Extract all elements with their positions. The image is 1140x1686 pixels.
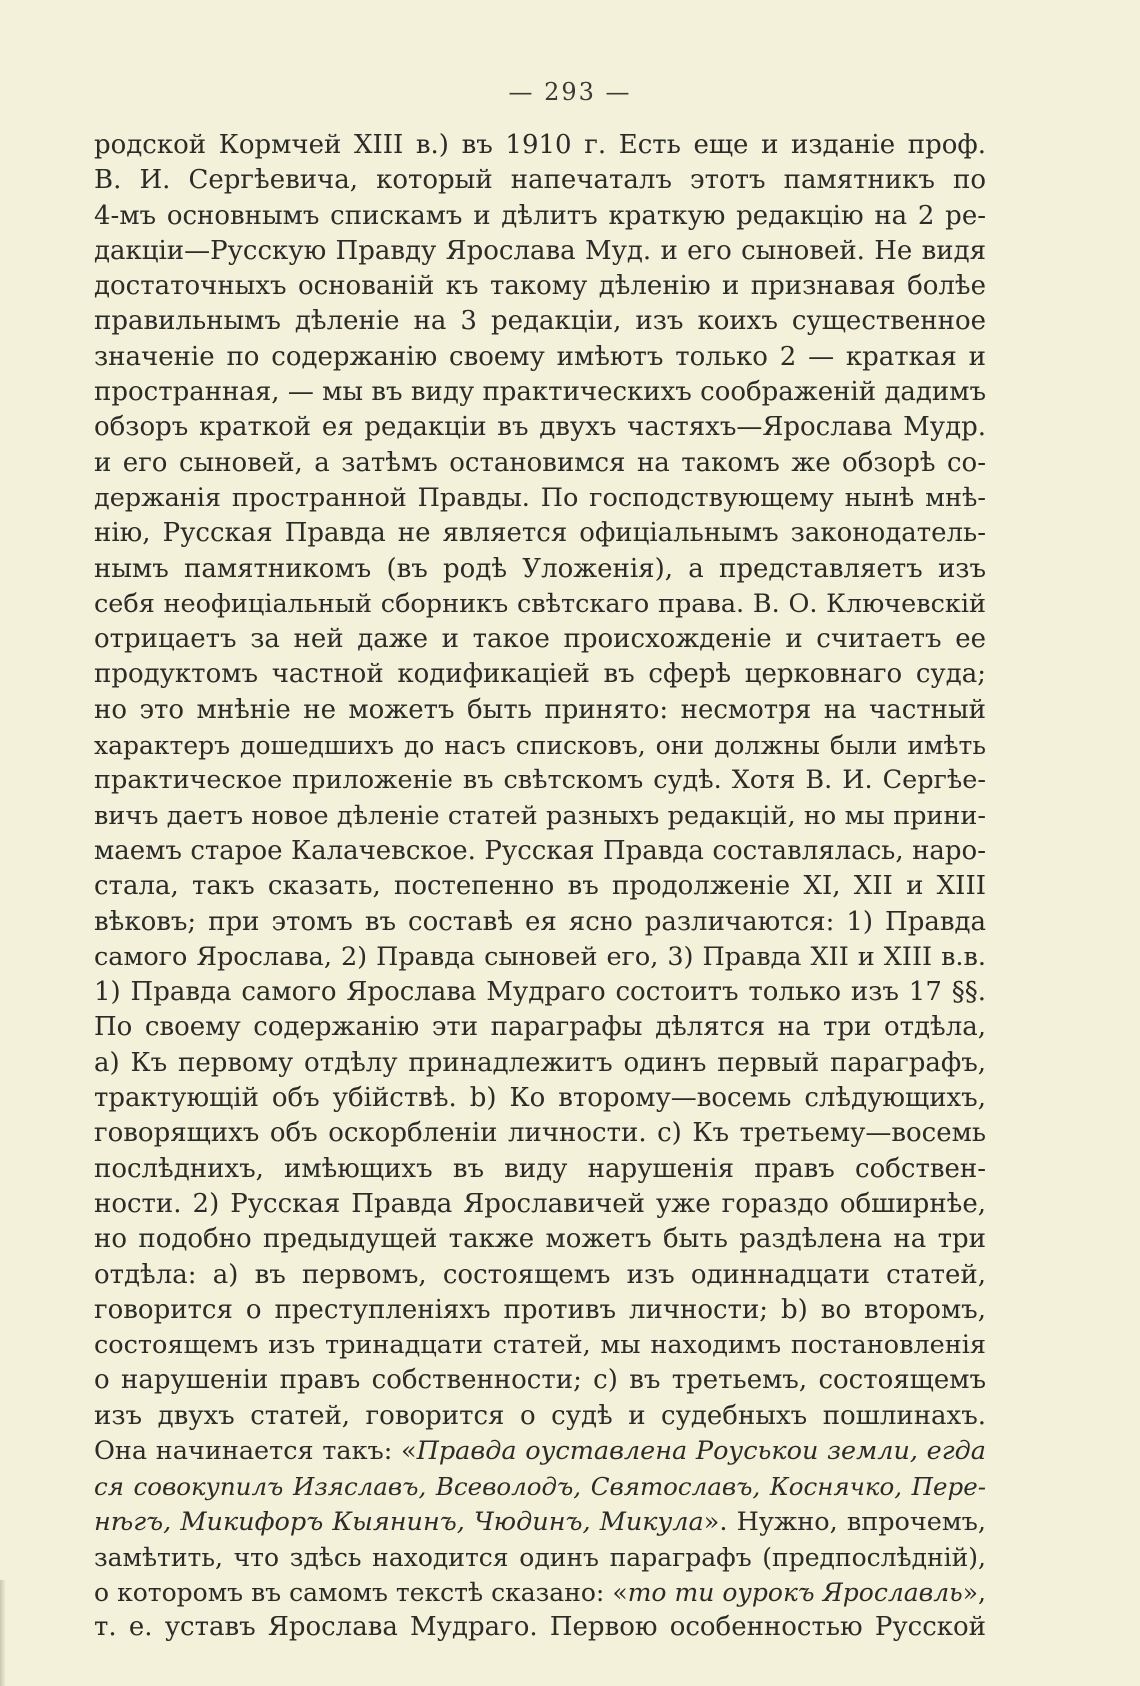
text-line: продуктомъ частной кодификаціей въ сферѣ церковнаго суда; (94, 659, 986, 690)
text-line: стала, такъ сказать, постепенно въ продолженіе XI, XII и XIII (94, 871, 986, 902)
text-line: практическое приложеніе въ свѣтскомъ судѣ. Хотя В. И. Сергѣе- (94, 765, 986, 796)
text-line: но подобно предыдущей также можетъ быть раздѣлена на три (94, 1224, 986, 1255)
text-line: о нарушеніи правъ собственности; c) въ третьемъ, состоящемъ (94, 1365, 986, 1396)
text-line: дакціи—Русскую Правду Ярослава Муд. и его сыновей. Не видя (94, 235, 986, 266)
quote-outro: », (962, 1578, 986, 1608)
quote-intro: о которомъ въ самомъ текстѣ сказано: « (94, 1578, 628, 1608)
text-line: вичъ даетъ новое дѣленіе статей разныхъ редакцій, но мы прини- (94, 800, 986, 831)
text-line: говорится о преступленіяхъ противъ личности; b) во второмъ, (94, 1294, 986, 1325)
text-line: пространная, — мы въ виду практическихъ соображеній дадимъ (94, 377, 986, 408)
page-edge-shadow (0, 1580, 6, 1686)
text-line: По своему содержанію эти параграфы дѣлятся на три отдѣла, (94, 1012, 986, 1043)
quote-italic: ся совокупилъ Изяславъ, Всеволодъ, Святославъ, Коснячко, Пере- (94, 1472, 986, 1502)
text-line: правильнымъ дѣленіе на 3 редакціи, изъ коихъ существенное (94, 306, 986, 337)
quote-intro: Она начинается такъ: « (94, 1435, 417, 1466)
text-line: 1) Правда самого Ярослава Мудраго состоитъ только изъ 17 §§. (94, 977, 986, 1008)
text-line: ности. 2) Русская Правда Ярославичей уже гораздо обширнѣе, (94, 1188, 986, 1219)
text-line: замѣтить, что здѣсь находится одинъ параграфъ (предпослѣдній), (94, 1542, 986, 1572)
text-line: обзоръ краткой ея редакціи въ двухъ частяхъ—Ярослава Мудр. (94, 412, 986, 443)
text-line: достаточныхъ основаній къ такому дѣленію и признавая болѣе (94, 271, 986, 302)
text-line: но это мнѣніе не можетъ быть принято: несмотря на частный (94, 694, 986, 725)
text-line: самого Ярослава, 2) Правда сыновей его, 3) Правда XII и XIII в.в. (94, 941, 986, 972)
quote-italic: то ти оурокъ Ярославль (627, 1578, 963, 1608)
text-line: 4-мъ основнымъ спискамъ и дѣлитъ краткую редакцію на 2 ре- (94, 200, 986, 231)
body-text (94, 128, 986, 1646)
text-line: отрицаетъ за ней даже и такое происхожденіе и считаетъ ее (94, 624, 986, 655)
text-line: вѣковъ; при этомъ въ составѣ ея ясно различаются: 1) Правда (94, 906, 986, 937)
text-line: изъ двухъ статей, говорится о судѣ и судебныхъ пошлинахъ. (94, 1400, 986, 1431)
quote-outro: ». Нужно, впрочемъ, (703, 1506, 986, 1537)
text-line: В. И. Сергѣевича, который напечаталъ этотъ памятникъ по (94, 165, 986, 196)
text-line: трактующій объ убійствѣ. b) Ко второму—восемь слѣдующихъ, (94, 1083, 986, 1114)
text-line-quote-inline (94, 1575, 986, 1610)
text-line: состоящемъ изъ тринадцати статей, мы находимъ постановленія (94, 1330, 986, 1361)
text-line: родской Кормчей XIII в.) въ 1910 г. Есть еще и изданіе проф. (94, 130, 986, 160)
text-line: держанія пространной Правды. По господствующему нынѣ мнѣ- (94, 482, 986, 513)
text-line: характеръ дошедшихъ до насъ списковъ, они должны были имѣть (94, 731, 986, 761)
text-line: а) Къ первому отдѣлу принадлежитъ одинъ первый параграфъ, (94, 1047, 986, 1078)
text-line: послѣднихъ, имѣющихъ въ виду нарушенія правъ собствен- (94, 1153, 986, 1184)
text-line-quote (94, 1469, 986, 1504)
text-line-quote-end (94, 1505, 986, 1540)
text-line-quote-start (94, 1434, 986, 1469)
text-line: маемъ старое Калачевское. Русская Правда составлялась, наро- (94, 835, 986, 866)
text-line: себя неофиціальный сборникъ свѣтскаго права. В. О. Ключевскій (94, 588, 986, 619)
text-line: т. е. уставъ Ярослава Мудраго. Первою особенностью Русской (94, 1612, 986, 1643)
text-line: отдѣла: а) въ первомъ, состоящемъ изъ одиннадцати статей, (94, 1259, 986, 1290)
quote-italic: нѣгъ, Микифоръ Кыянинъ, Чюдинъ, Микула (94, 1506, 704, 1537)
text-line: говорящихъ объ оскорбленіи личности. c) Къ третьему—восемь (94, 1118, 986, 1149)
text-line: и его сыновей, а затѣмъ остановимся на такомъ же обзорѣ со- (94, 447, 986, 478)
page-number: — 293 — (508, 78, 632, 106)
quote-italic: Правда оуставлена Роуськои земли, егда (416, 1435, 986, 1466)
text-line: нію, Русская Правда не является офиціальнымъ законодатель- (94, 518, 986, 549)
text-line: нымъ памятникомъ (въ родѣ Уложенія), а представляетъ изъ (94, 553, 986, 584)
text-line: значеніе по содержанію своему имѣютъ только 2 — краткая и (94, 341, 986, 372)
